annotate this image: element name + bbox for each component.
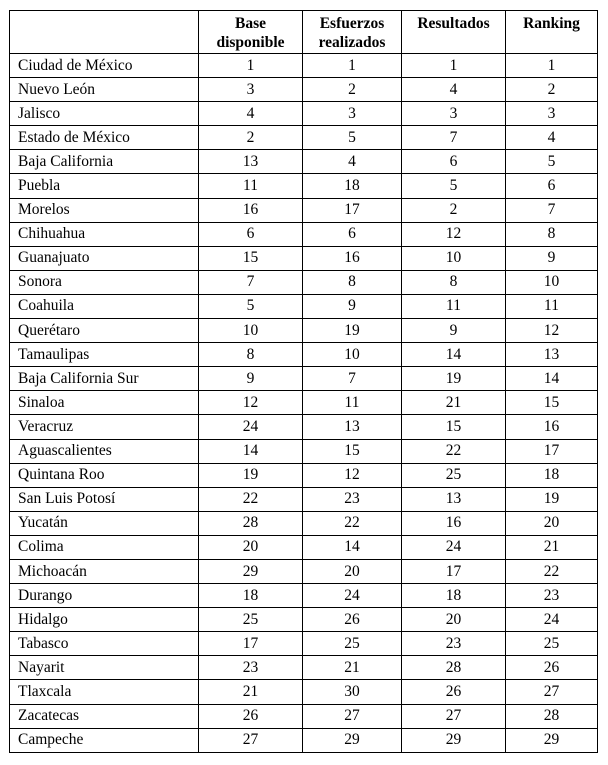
cell-resultados: 6 [402,150,506,174]
cell-ranking: 1 [506,54,598,78]
table-row [10,439,598,463]
cell-base-disponible: 4 [199,102,303,126]
cell-esfuerzos-realizados: 17 [303,198,402,222]
cell-base-disponible: 19 [199,463,303,487]
cell-state: Nuevo León [10,78,199,102]
cell-ranking: 21 [506,535,598,559]
table-row [10,246,598,270]
cell-base-disponible: 29 [199,559,303,583]
cell-state: Zacatecas [10,704,199,728]
cell-base-disponible: 22 [199,487,303,511]
cell-resultados: 29 [402,728,506,752]
cell-resultados: 14 [402,343,506,367]
cell-state: Yucatán [10,511,199,535]
header-state [10,11,199,54]
table-row [10,78,598,102]
cell-base-disponible: 9 [199,367,303,391]
cell-ranking: 25 [506,632,598,656]
cell-esfuerzos-realizados: 7 [303,367,402,391]
cell-esfuerzos-realizados: 11 [303,391,402,415]
cell-base-disponible: 3 [199,78,303,102]
cell-base-disponible: 7 [199,270,303,294]
cell-ranking: 8 [506,222,598,246]
cell-resultados: 10 [402,246,506,270]
cell-ranking: 3 [506,102,598,126]
cell-base-disponible: 23 [199,656,303,680]
cell-esfuerzos-realizados: 20 [303,559,402,583]
cell-state: Michoacán [10,559,199,583]
cell-resultados: 24 [402,535,506,559]
cell-ranking: 19 [506,487,598,511]
cell-ranking: 28 [506,704,598,728]
table-row [10,584,598,608]
table-row [10,270,598,294]
ranking-table [9,10,598,753]
cell-base-disponible: 18 [199,584,303,608]
cell-resultados: 23 [402,632,506,656]
table-row [10,704,598,728]
cell-esfuerzos-realizados: 18 [303,174,402,198]
cell-state: Veracruz [10,415,199,439]
header-resultados [402,11,506,54]
cell-state: Jalisco [10,102,199,126]
cell-ranking: 15 [506,391,598,415]
cell-ranking: 16 [506,415,598,439]
cell-state: Durango [10,584,199,608]
table-row [10,656,598,680]
cell-ranking: 23 [506,584,598,608]
cell-esfuerzos-realizados: 6 [303,222,402,246]
cell-esfuerzos-realizados: 23 [303,487,402,511]
cell-esfuerzos-realizados: 10 [303,343,402,367]
header-label: Ranking [523,15,580,32]
cell-base-disponible: 28 [199,511,303,535]
cell-base-disponible: 6 [199,222,303,246]
table-row [10,294,598,318]
cell-resultados: 22 [402,439,506,463]
cell-resultados: 12 [402,222,506,246]
header-esfuerzos-realizados [303,11,402,54]
cell-state: Hidalgo [10,608,199,632]
cell-resultados: 18 [402,584,506,608]
cell-resultados: 11 [402,294,506,318]
cell-state: Baja California Sur [10,367,199,391]
cell-state: Morelos [10,198,199,222]
cell-base-disponible: 27 [199,728,303,752]
cell-state: Sonora [10,270,199,294]
cell-ranking: 22 [506,559,598,583]
cell-state: Ciudad de México [10,54,199,78]
header-base-disponible [199,11,303,54]
cell-esfuerzos-realizados: 19 [303,319,402,343]
cell-ranking: 7 [506,198,598,222]
cell-state: Tamaulipas [10,343,199,367]
cell-ranking: 18 [506,463,598,487]
cell-ranking: 4 [506,126,598,150]
table-row [10,728,598,752]
table-row [10,222,598,246]
cell-state: Campeche [10,728,199,752]
cell-ranking: 20 [506,511,598,535]
cell-esfuerzos-realizados: 3 [303,102,402,126]
table-row [10,198,598,222]
cell-state: Nayarit [10,656,199,680]
cell-esfuerzos-realizados: 30 [303,680,402,704]
table-row [10,559,598,583]
cell-base-disponible: 12 [199,391,303,415]
cell-state: Sinaloa [10,391,199,415]
cell-state: Querétaro [10,319,199,343]
header-label: realizados [318,34,386,51]
cell-ranking: 26 [506,656,598,680]
header-label: Resultados [417,15,490,32]
cell-base-disponible: 14 [199,439,303,463]
cell-state: Estado de México [10,126,199,150]
cell-esfuerzos-realizados: 16 [303,246,402,270]
cell-resultados: 16 [402,511,506,535]
table-row [10,367,598,391]
cell-esfuerzos-realizados: 4 [303,150,402,174]
cell-ranking: 6 [506,174,598,198]
cell-resultados: 26 [402,680,506,704]
table-row [10,150,598,174]
cell-state: Coahuila [10,294,199,318]
table-row [10,487,598,511]
cell-ranking: 5 [506,150,598,174]
cell-esfuerzos-realizados: 13 [303,415,402,439]
table-row [10,535,598,559]
cell-resultados: 2 [402,198,506,222]
cell-esfuerzos-realizados: 5 [303,126,402,150]
cell-esfuerzos-realizados: 29 [303,728,402,752]
cell-esfuerzos-realizados: 1 [303,54,402,78]
cell-esfuerzos-realizados: 21 [303,656,402,680]
cell-resultados: 17 [402,559,506,583]
cell-base-disponible: 16 [199,198,303,222]
cell-esfuerzos-realizados: 14 [303,535,402,559]
table-row [10,680,598,704]
cell-state: Tabasco [10,632,199,656]
cell-base-disponible: 26 [199,704,303,728]
cell-base-disponible: 8 [199,343,303,367]
table-row [10,511,598,535]
header-label: disponible [216,34,285,51]
cell-resultados: 27 [402,704,506,728]
cell-state: Chihuahua [10,222,199,246]
cell-ranking: 11 [506,294,598,318]
cell-resultados: 9 [402,319,506,343]
cell-state: Puebla [10,174,199,198]
cell-resultados: 28 [402,656,506,680]
cell-ranking: 12 [506,319,598,343]
cell-esfuerzos-realizados: 8 [303,270,402,294]
cell-state: Baja California [10,150,199,174]
header-row [10,11,598,54]
cell-resultados: 4 [402,78,506,102]
cell-resultados: 3 [402,102,506,126]
cell-base-disponible: 25 [199,608,303,632]
cell-state: San Luis Potosí [10,487,199,511]
cell-esfuerzos-realizados: 22 [303,511,402,535]
cell-base-disponible: 5 [199,294,303,318]
table-row [10,343,598,367]
cell-resultados: 1 [402,54,506,78]
cell-base-disponible: 13 [199,150,303,174]
cell-ranking: 13 [506,343,598,367]
cell-resultados: 21 [402,391,506,415]
table-row [10,54,598,78]
cell-ranking: 2 [506,78,598,102]
cell-resultados: 25 [402,463,506,487]
cell-resultados: 8 [402,270,506,294]
cell-base-disponible: 10 [199,319,303,343]
cell-esfuerzos-realizados: 25 [303,632,402,656]
table-row [10,174,598,198]
cell-base-disponible: 20 [199,535,303,559]
cell-base-disponible: 2 [199,126,303,150]
cell-esfuerzos-realizados: 26 [303,608,402,632]
cell-resultados: 20 [402,608,506,632]
cell-base-disponible: 11 [199,174,303,198]
cell-base-disponible: 15 [199,246,303,270]
header-ranking [506,11,598,54]
table-row [10,391,598,415]
cell-ranking: 29 [506,728,598,752]
table-row [10,608,598,632]
cell-ranking: 24 [506,608,598,632]
table-row [10,102,598,126]
cell-resultados: 15 [402,415,506,439]
cell-ranking: 10 [506,270,598,294]
table-row [10,632,598,656]
cell-esfuerzos-realizados: 9 [303,294,402,318]
cell-ranking: 14 [506,367,598,391]
cell-state: Quintana Roo [10,463,199,487]
cell-resultados: 5 [402,174,506,198]
table-row [10,319,598,343]
cell-state: Colima [10,535,199,559]
cell-state: Guanajuato [10,246,199,270]
cell-resultados: 13 [402,487,506,511]
cell-base-disponible: 1 [199,54,303,78]
table-row [10,126,598,150]
cell-base-disponible: 17 [199,632,303,656]
cell-esfuerzos-realizados: 15 [303,439,402,463]
cell-state: Aguascalientes [10,439,199,463]
table-row [10,463,598,487]
cell-esfuerzos-realizados: 12 [303,463,402,487]
cell-state: Tlaxcala [10,680,199,704]
cell-ranking: 27 [506,680,598,704]
cell-resultados: 19 [402,367,506,391]
cell-ranking: 17 [506,439,598,463]
cell-resultados: 7 [402,126,506,150]
cell-ranking: 9 [506,246,598,270]
cell-esfuerzos-realizados: 24 [303,584,402,608]
cell-base-disponible: 21 [199,680,303,704]
cell-esfuerzos-realizados: 27 [303,704,402,728]
table-row [10,415,598,439]
cell-esfuerzos-realizados: 2 [303,78,402,102]
cell-base-disponible: 24 [199,415,303,439]
header-label: Base [235,15,266,32]
header-label: Esfuerzos [319,15,385,32]
